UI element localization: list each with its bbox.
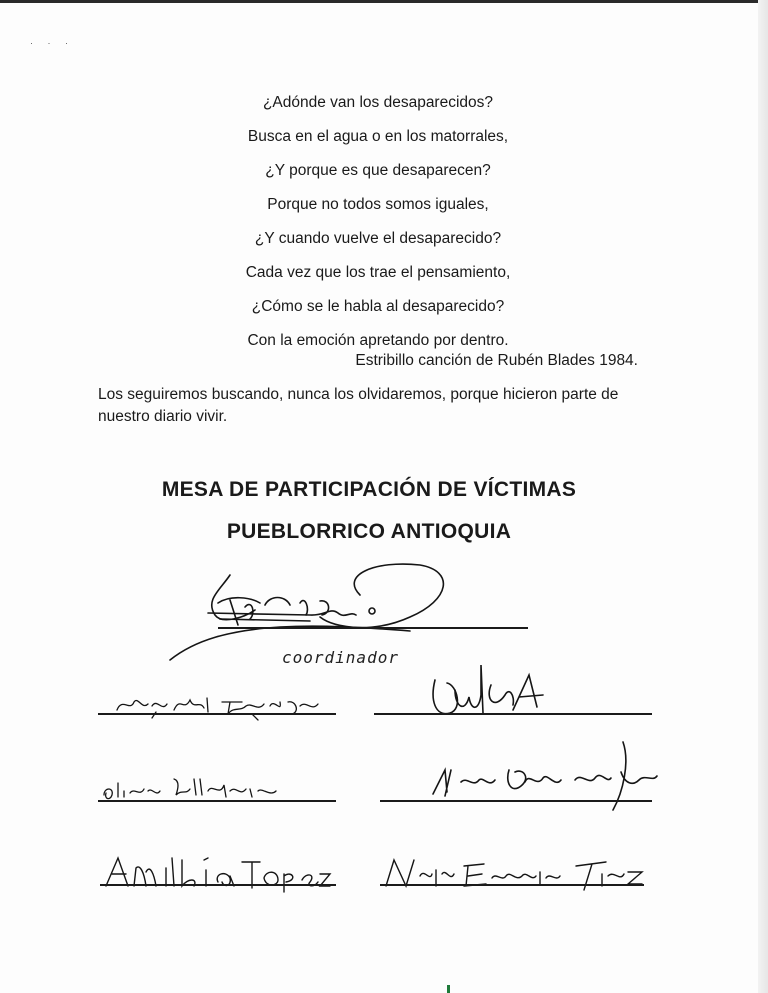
signature-line-5: [380, 800, 652, 802]
signature-right-row2: [425, 655, 555, 725]
signature-line-2: [98, 713, 336, 715]
poem-line-4: Porque no todos somos iguales,: [267, 196, 489, 213]
signature-line-1: [218, 627, 528, 629]
scan-specks: · · ·: [30, 38, 74, 48]
organization-title: MESA DE PARTICIPACIÓN DE VÍCTIMAS: [161, 478, 577, 501]
poem: [0, 86, 768, 358]
signature-line-3: [374, 713, 652, 715]
signature-line-7: [380, 884, 644, 886]
signature-left-row4: [102, 852, 332, 892]
closing-paragraph: Los seguiremos buscando, nunca los olvidaremos, porque hicieron parte de nuestro diario vivir.: [98, 386, 619, 425]
scan-edge-top: [0, 0, 768, 3]
poem-line-7: ¿Cómo se le habla al desaparecido?: [251, 298, 505, 315]
poem-line-1: ¿Adónde van los desaparecidos?: [262, 94, 494, 111]
poem-line-2: Busca en el agua o en los matorrales,: [247, 128, 509, 145]
coordinator-role-label: coordinador: [282, 648, 399, 667]
signature-line-4: [98, 800, 336, 802]
poem-attribution: Estribillo canción de Rubén Blades 1984.: [355, 352, 638, 369]
signature-left-row2: [112, 692, 322, 722]
poem-line-6: Cada vez que los trae el pensamiento,: [245, 264, 511, 281]
signature-line-6: [100, 884, 336, 886]
poem-line-5: ¿Y cuando vuelve el desaparecido?: [254, 230, 502, 247]
organization-location: PUEBLORRICO ANTIOQUIA: [226, 520, 512, 543]
scan-artifact-mark: [447, 985, 450, 993]
poem-line-3: ¿Y porque es que desaparecen?: [265, 162, 491, 179]
signature-right-row4: [380, 852, 645, 892]
poem-line-8: Con la emoción apretando por dentro.: [247, 332, 509, 349]
